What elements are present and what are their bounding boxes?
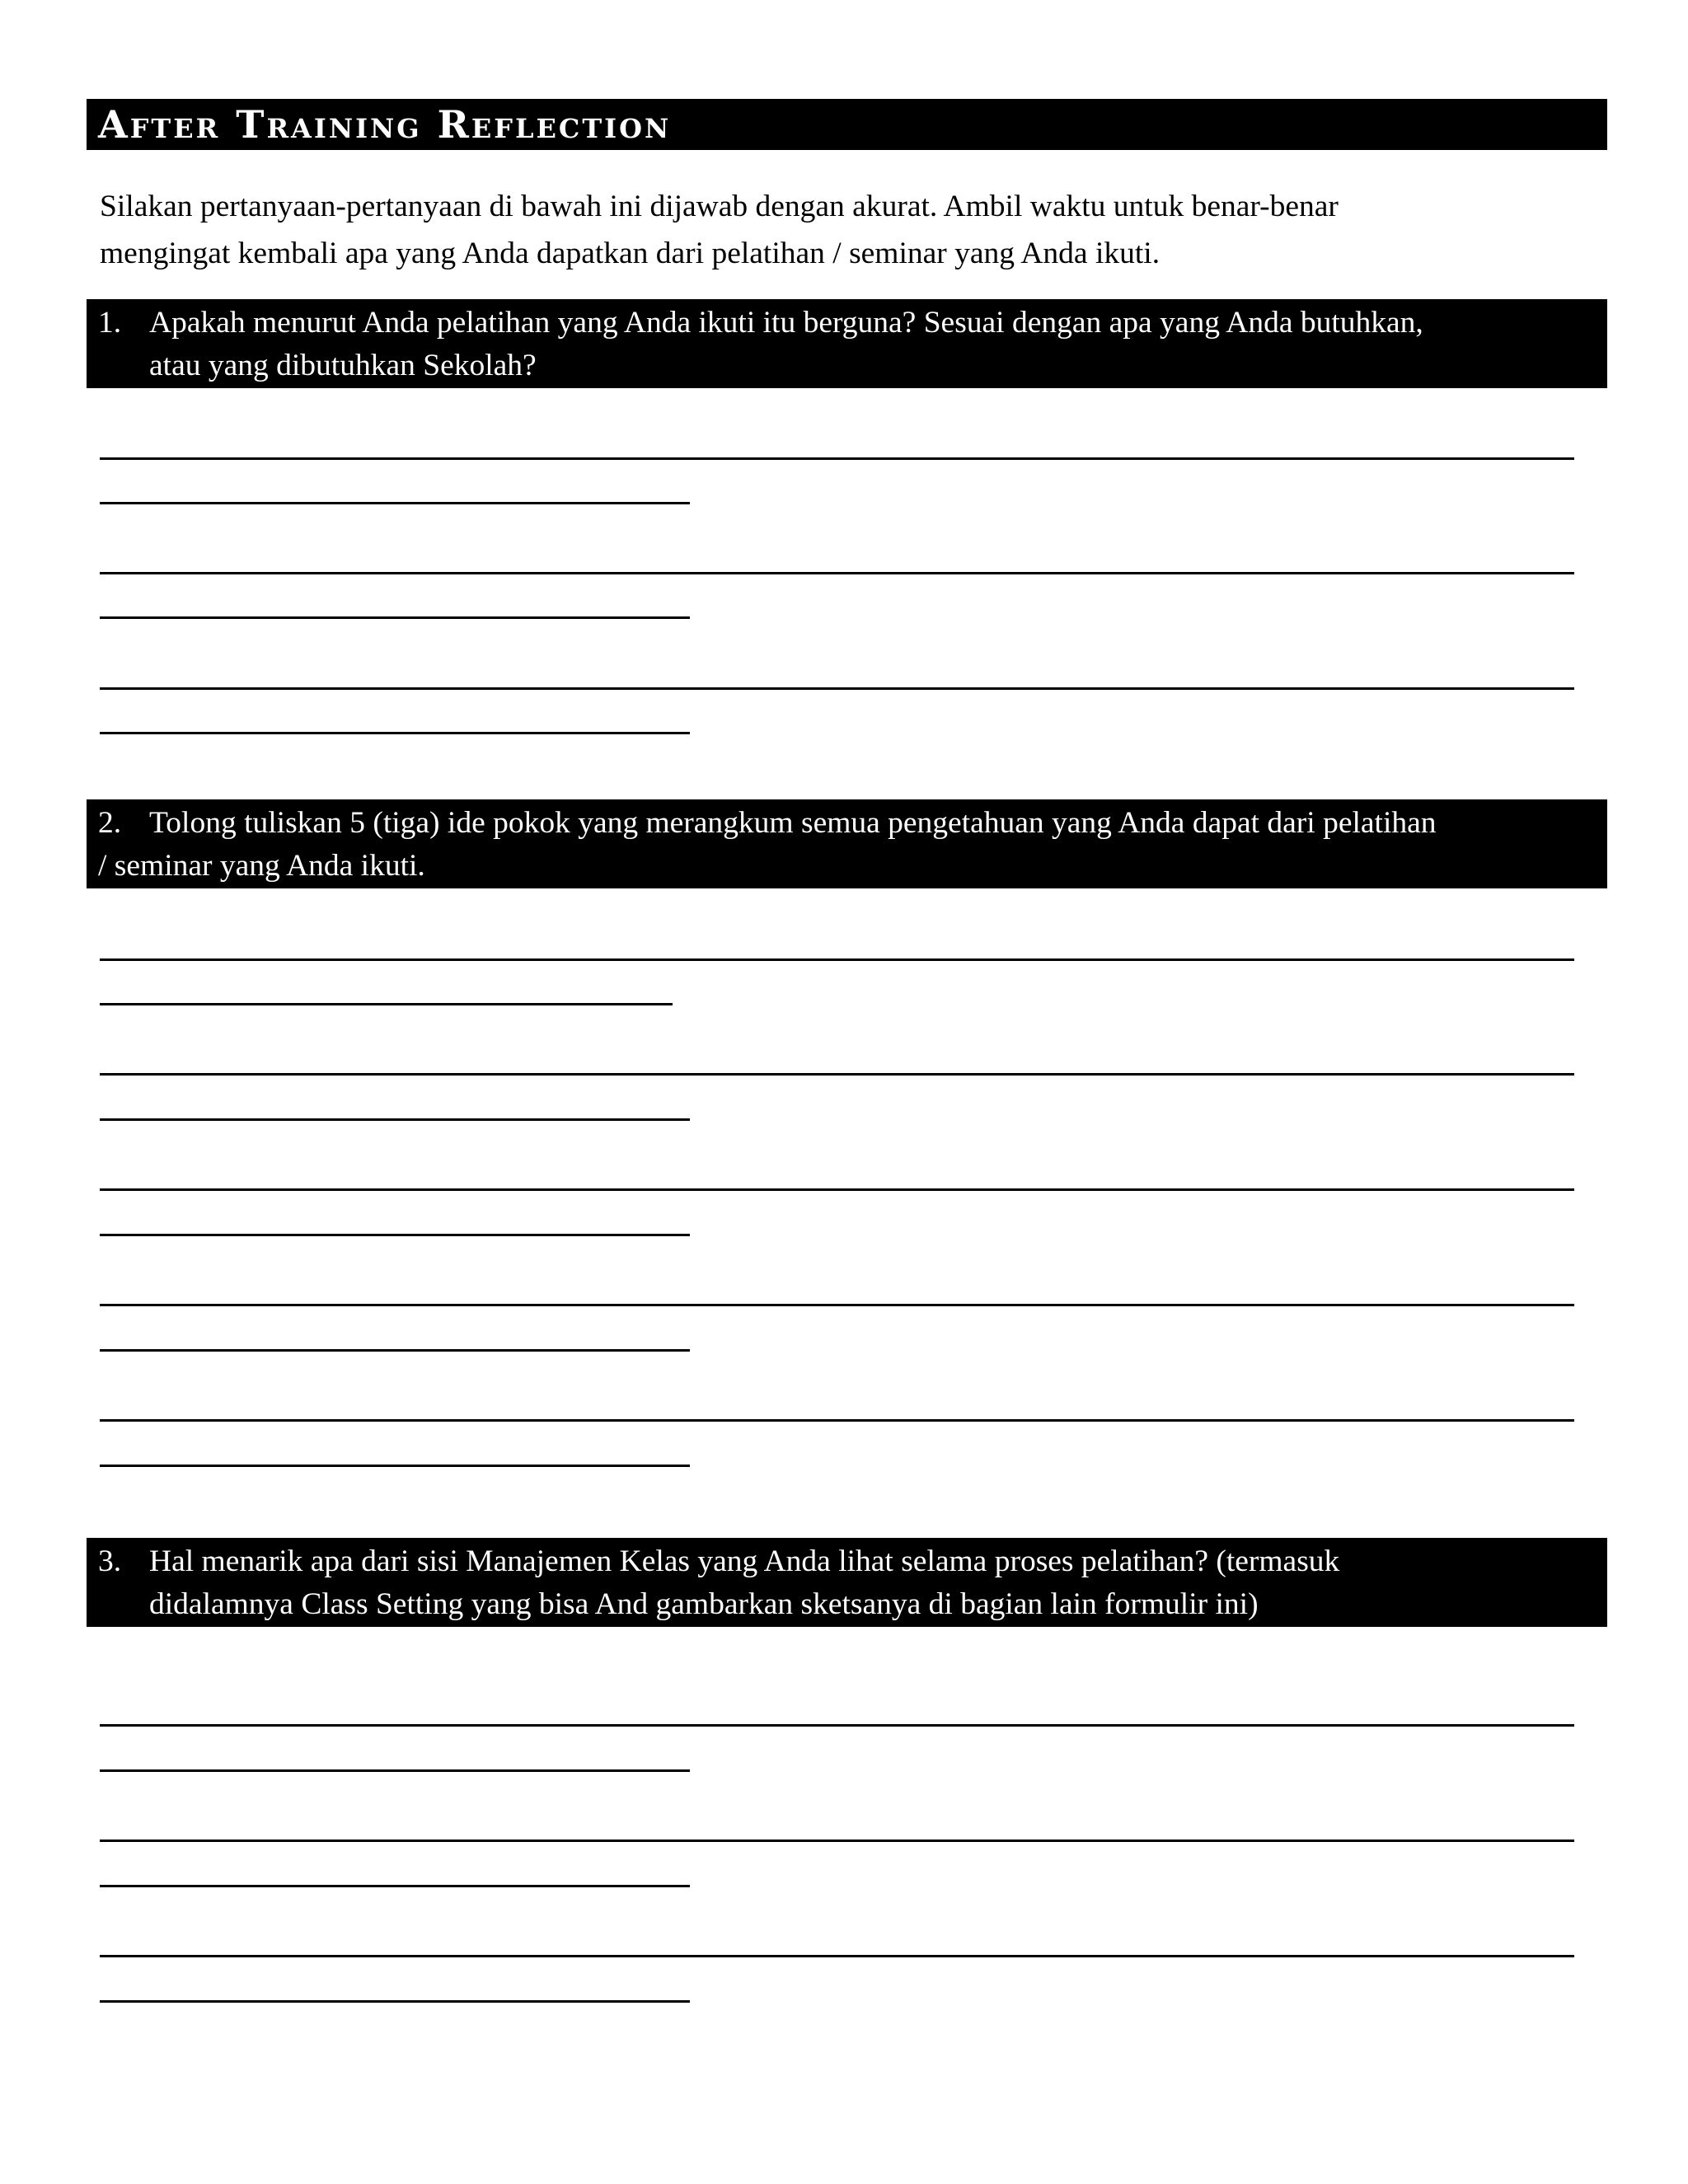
question-1-number: 1. (98, 306, 122, 340)
answer-line[interactable] (100, 1840, 1574, 1842)
question-2-number: 2. (98, 806, 122, 840)
page-title: After Training Reflection (98, 102, 672, 147)
answer-line[interactable] (100, 616, 690, 619)
question-2-text-line-1: Tolong tuliskan 5 (tiga) ide pokok yang merangkum semua pengetahuan yang Anda dapat dari pelatihan (149, 806, 1437, 840)
question-1-text-line-2: atau yang dibutuhkan Sekolah? (149, 349, 537, 382)
question-1-header (87, 299, 1607, 388)
question-1-text-line-1: Apakah menurut Anda pelatihan yang Anda ikuti itu berguna? Sesuai dengan apa yang Anda butuhkan, (149, 306, 1423, 340)
answer-line[interactable] (100, 572, 1574, 574)
answer-line[interactable] (100, 687, 1574, 690)
answer-line[interactable] (100, 1349, 690, 1352)
question-3-header (87, 1538, 1607, 1627)
answer-line[interactable] (100, 1885, 690, 1887)
answer-line[interactable] (100, 1304, 1574, 1306)
answer-line[interactable] (100, 1073, 1574, 1076)
answer-line[interactable] (100, 502, 690, 504)
answer-line[interactable] (100, 732, 690, 734)
question-2-text-line-2: / seminar yang Anda ikuti. (98, 849, 425, 883)
intro-line-2: mengingat kembali apa yang Anda dapatkan dari pelatihan / seminar yang Anda ikuti. (100, 237, 1160, 270)
intro-paragraph (100, 183, 1583, 277)
answer-line[interactable] (100, 1419, 1574, 1422)
question-2-header (87, 799, 1607, 888)
answer-line[interactable] (100, 1188, 1574, 1191)
answer-line[interactable] (100, 1003, 673, 1005)
answer-line[interactable] (100, 2000, 690, 2003)
question-3-text-line-2: didalamnya Class Setting yang bisa And gambarkan sketsanya di bagian lain formulir ini) (149, 1587, 1259, 1621)
answer-line[interactable] (100, 1955, 1574, 1957)
question-3-text-line-1: Hal menarik apa dari sisi Manajemen Kelas yang Anda lihat selama proses pelatihan? (termasuk (149, 1544, 1340, 1578)
answer-line[interactable] (100, 457, 1574, 460)
title-bar (87, 99, 1607, 150)
intro-line-1: Silakan pertanyaan-pertanyaan di bawah ini dijawab dengan akurat. Ambil waktu untuk benar-benar (100, 190, 1339, 223)
answer-line[interactable] (100, 1118, 690, 1121)
answer-line[interactable] (100, 1465, 690, 1467)
answer-line[interactable] (100, 1769, 690, 1772)
answer-line[interactable] (100, 958, 1574, 961)
answer-line[interactable] (100, 1234, 690, 1236)
question-3-number: 3. (98, 1544, 122, 1578)
answer-line[interactable] (100, 1724, 1574, 1727)
